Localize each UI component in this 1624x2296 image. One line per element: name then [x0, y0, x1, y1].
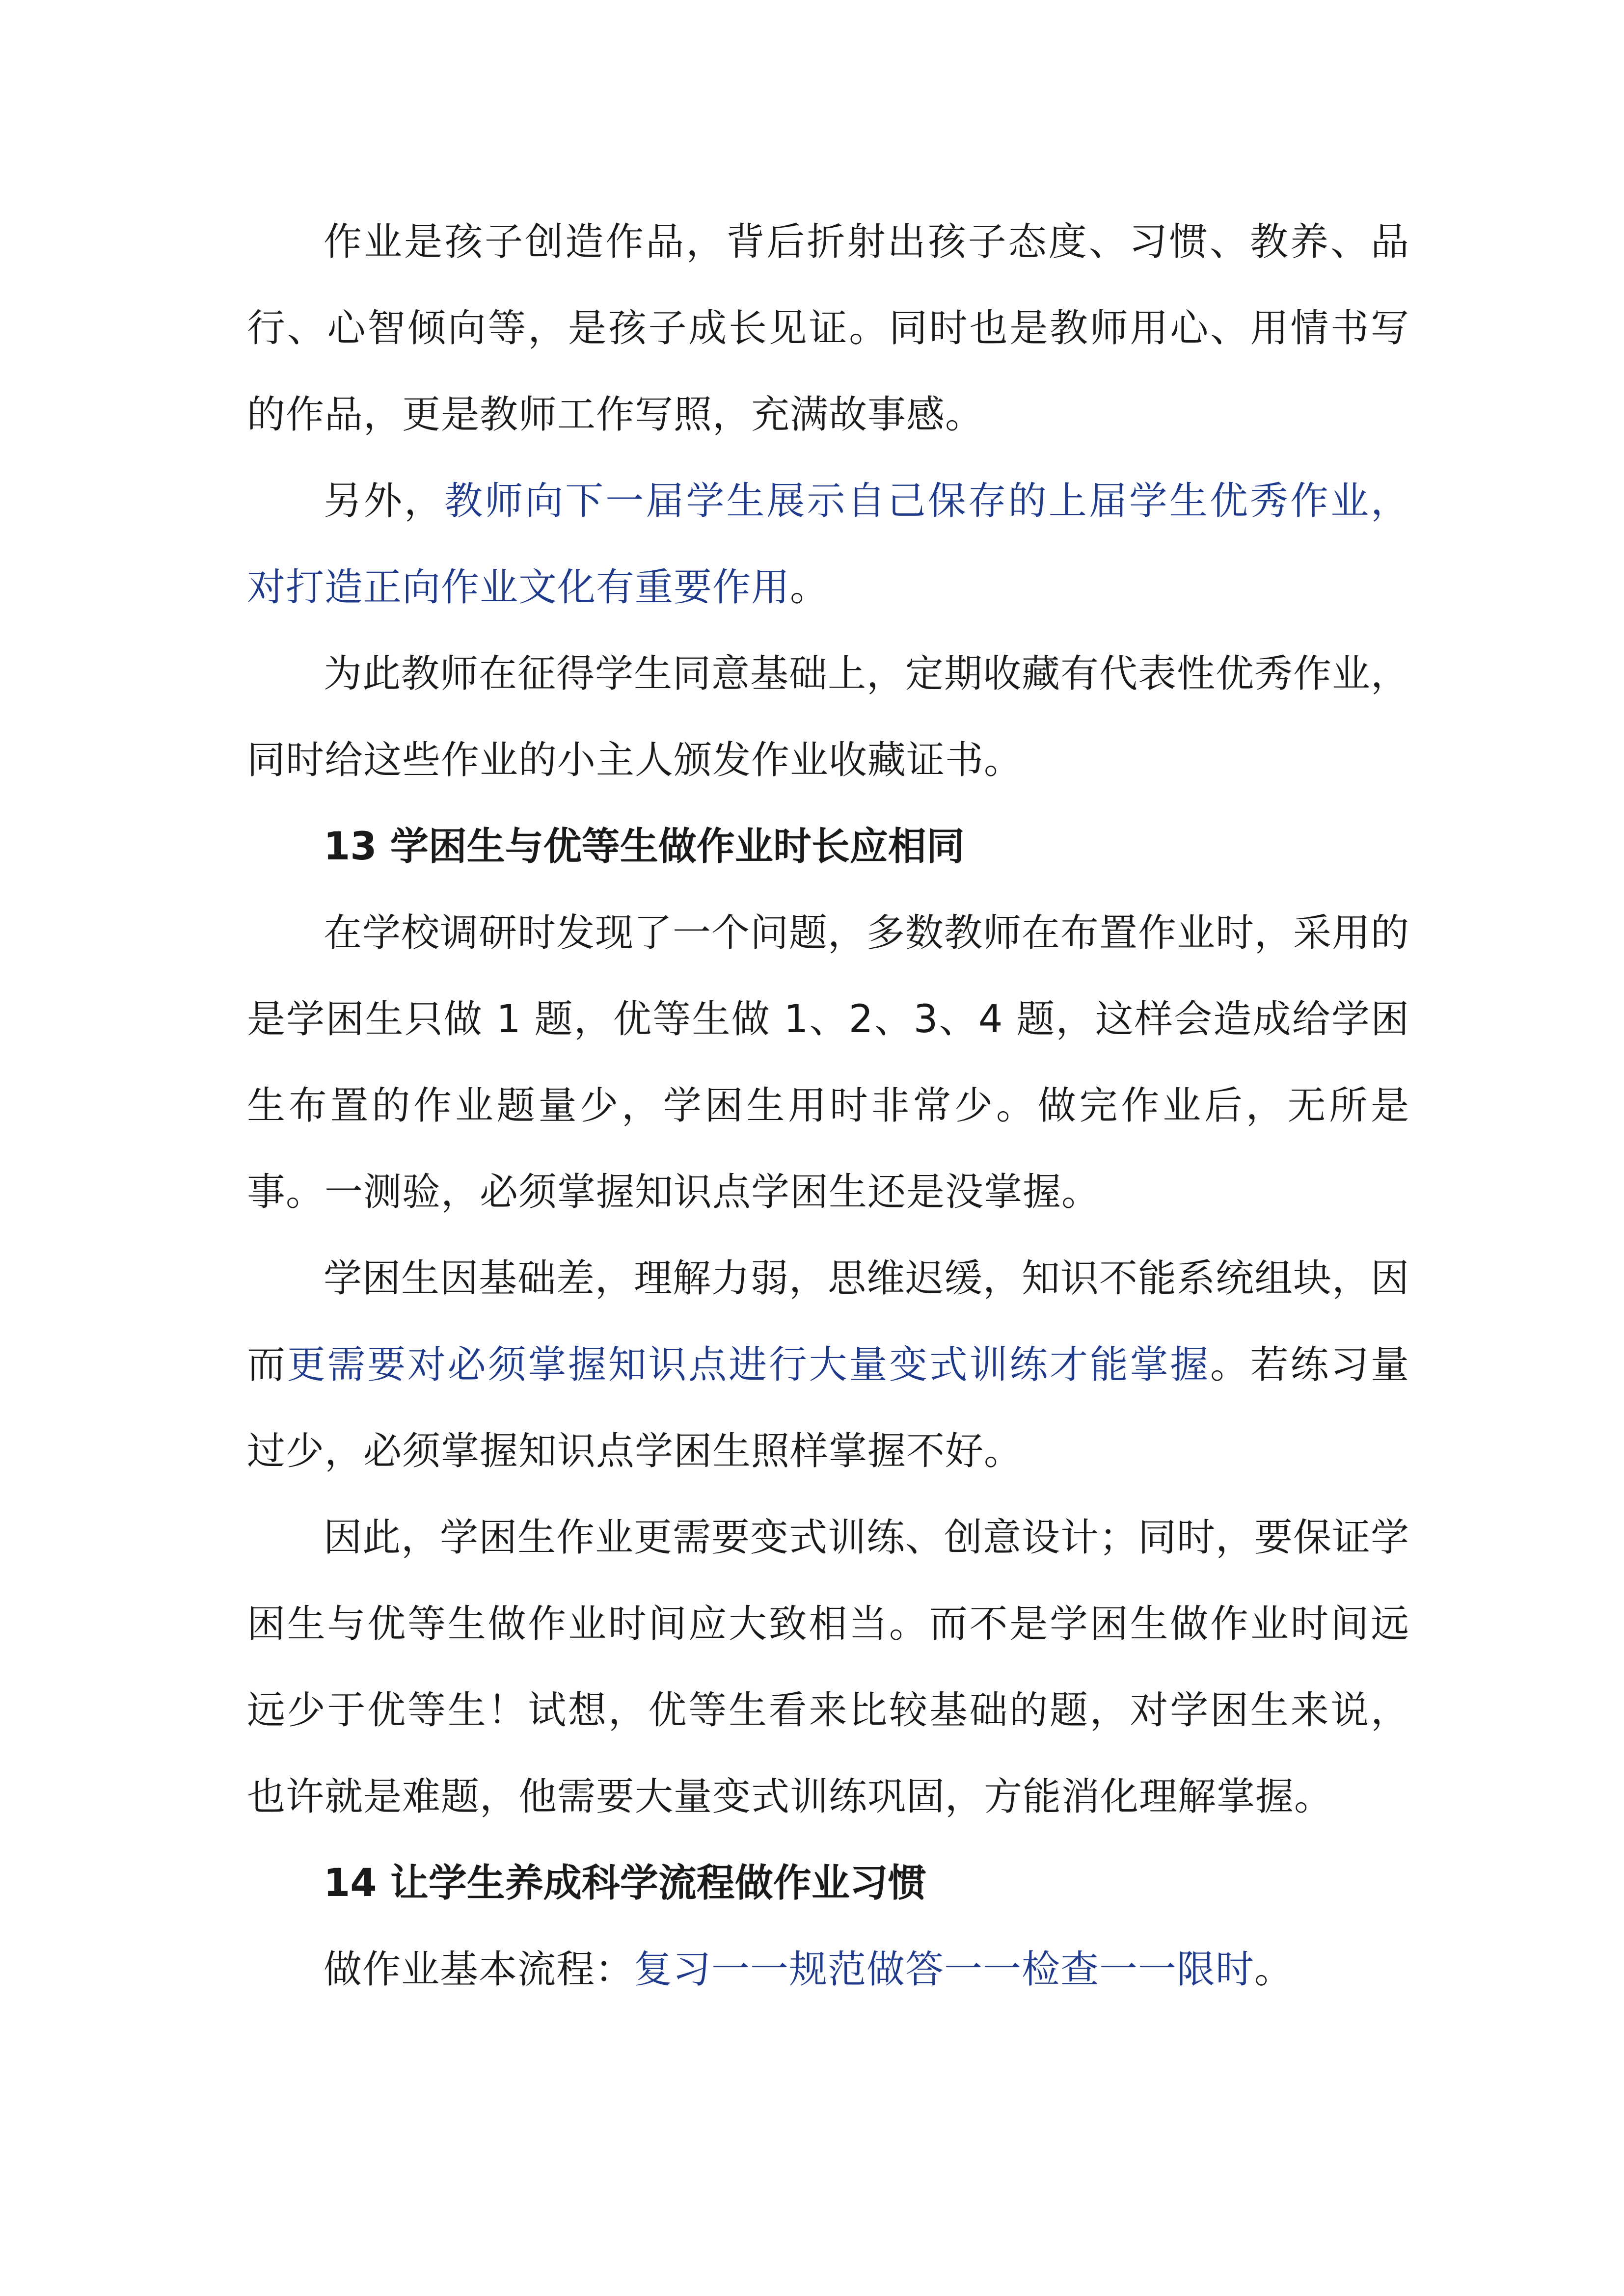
paragraph-text: 在学校调研时发现了一个问题，多数教师在布置作业时，采用的是学困生只做 1 题，优等生做 1、2、3、4 题，这样会造成给学困生布置的作业题量少，学困生用时非常少。做完作业后，无所是事。一测验，必须掌握知识点学困生还是没掌握。: [247, 911, 1410, 1214]
paragraph-struggling-students: [247, 1235, 1409, 1495]
paragraph-show-past-homework: [247, 458, 1409, 631]
paragraph-text: 。: [1254, 1948, 1294, 1992]
paragraph-text: 做作业基本流程：: [324, 1948, 634, 1992]
paragraph-text: 为此教师在征得学生同意基础上，定期收藏有代表性优秀作业，同时给这些作业的小主人颁发作业收藏证书。: [247, 652, 1410, 782]
paragraph-homework-meaning: [247, 199, 1409, 458]
paragraph-text: 。: [790, 565, 829, 610]
section-heading-14: 14 让学生养成科学流程做作业习惯: [324, 1861, 926, 1905]
highlighted-text: 更需要对必须掌握知识点进行大量变式训练才能掌握: [287, 1343, 1210, 1387]
paragraph-text: 。若练习量过少，必须掌握知识点学困生照样掌握不好。: [247, 1343, 1409, 1473]
document-body: [247, 199, 1409, 2013]
paragraph-homework-process: [247, 1926, 1409, 2013]
paragraph-text: 学困生因基础差，理解力弱，思维迟缓，知识不能系统组块，因而: [247, 1256, 1410, 1387]
highlighted-text: 复习一一规范做答一一检查一一限时: [634, 1948, 1255, 1992]
section-heading-13: 13 学困生与优等生做作业时长应相同: [324, 825, 965, 869]
paragraph-text: 作业是孩子创造作品，背后折射出孩子态度、习惯、教养、品行、心智倾向等，是孩子成长见证。同时也是教师用心、用情书写的作品，更是教师工作写照，充满故事感。: [247, 220, 1409, 437]
paragraph-collect-homework: [247, 631, 1409, 803]
paragraph-text: 另外，: [324, 479, 445, 523]
paragraph-text: 因此，学困生作业更需要变式训练、创意设计；同时，要保证学困生与优等生做作业时间应大致相当。而不是学困生做作业时间远远少于优等生！试想，优等生看来比较基础的题，对学困生来说，也许就是难题，他需要大量变式训练巩固，方能消化理解掌握。: [247, 1516, 1410, 1819]
highlighted-text: 教师向下一届学生展示自己保存的上届学生优秀作业，对打造正向作业文化有重要作用: [247, 479, 1409, 610]
paragraph-therefore: [247, 1495, 1409, 1840]
paragraph-survey-problem: [247, 890, 1409, 1235]
